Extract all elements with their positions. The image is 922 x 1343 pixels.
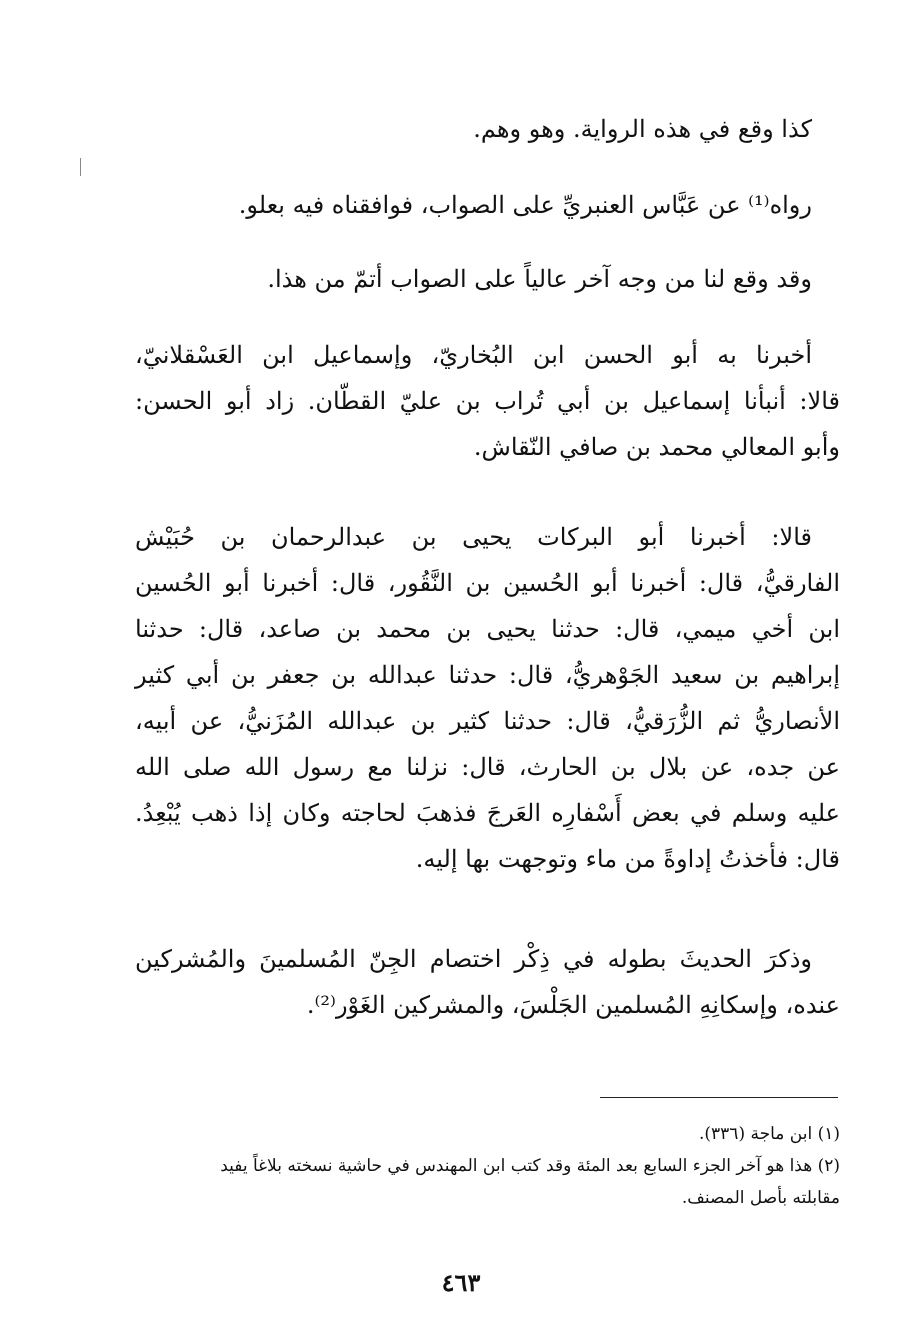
text-line: رواه⁽¹⁾ عن عَبَّاس العنبريِّ على الصواب، فوافقناه فيه بعلو. <box>238 191 812 219</box>
paragraph-5 <box>135 514 840 882</box>
margin-mark <box>80 158 81 176</box>
text-line: إبراهيم بن سعيد الجَوْهريُّ، قال: حدثنا عبدالله بن جعفر بن أبي كثير <box>135 661 840 689</box>
paragraph-6 <box>135 936 840 1028</box>
text-line: الأنصاريُّ ثم الزُّرَقيُّ، قال: حدثنا كثير بن عبدالله المُزَنيُّ، عن أبيه، <box>135 707 840 735</box>
footnote-1: (١) ابن ماجة (٣٣٦). <box>698 1124 840 1144</box>
text-line: وذكرَ الحديثَ بطوله في ذِكْر اختصام الجِنّ المُسلمينَ والمُشركين <box>135 945 812 973</box>
text-line: عليه وسلم في بعض أَسْفارِه العَرجَ فذهبَ لحاجته وكان إذا ذهب يُبْعِدُ. <box>135 799 840 827</box>
footnote-divider <box>600 1097 838 1098</box>
text-line: أخبرنا به أبو الحسن ابن البُخاريّ، وإسماعيل ابن العَسْقلانيّ، <box>135 341 812 369</box>
text-line: كذا وقع في هذه الرواية. وهو وهم. <box>473 115 812 143</box>
text-line: قالا: أنبأنا إسماعيل بن أبي تُراب بن عليّ القطّان. زاد أبو الحسن: <box>135 387 840 415</box>
footnote-2-continuation: مقابلته بأصل المصنف. <box>681 1188 840 1208</box>
text-line: عنده، وإسكانِهِ المُسلمين الجَلْسَ، والمشركين الغَوْر⁽²⁾. <box>306 991 840 1019</box>
text-line: وأبو المعالي محمد بن صافي النّقاش. <box>473 433 840 461</box>
text-line: عن جده، عن بلال بن الحارث، قال: نزلنا مع رسول الله صلى الله <box>135 753 840 781</box>
text-line: وقد وقع لنا من وجه آخر عالياً على الصواب أتمّ من هذا. <box>267 265 812 293</box>
paragraph-3 <box>135 256 840 302</box>
paragraph-1 <box>135 106 840 152</box>
paragraph-4 <box>135 332 840 470</box>
paragraph-2 <box>135 182 840 228</box>
page-number: ٤٦٣ <box>441 1268 481 1297</box>
text-line: ابن أخي ميمي، قال: حدثنا يحيى بن محمد بن صاعد، قال: حدثنا <box>135 615 840 643</box>
footnote-2: (٢) هذا هو آخر الجزء السابع بعد المئة وقد كتب ابن المهندس في حاشية نسخته بلاغاً يفيد <box>220 1156 840 1176</box>
footnotes <box>135 1118 840 1214</box>
text-line: الفارقيُّ، قال: أخبرنا أبو الحُسين بن النَّقُور، قال: أخبرنا أبو الحُسين <box>135 569 840 597</box>
text-line: قال: فأخذتُ إداوةً من ماء وتوجهت بها إليه. <box>415 845 840 873</box>
text-line: قالا: أخبرنا أبو البركات يحيى بن عبدالرحمان بن حُبَيْش <box>135 523 812 551</box>
